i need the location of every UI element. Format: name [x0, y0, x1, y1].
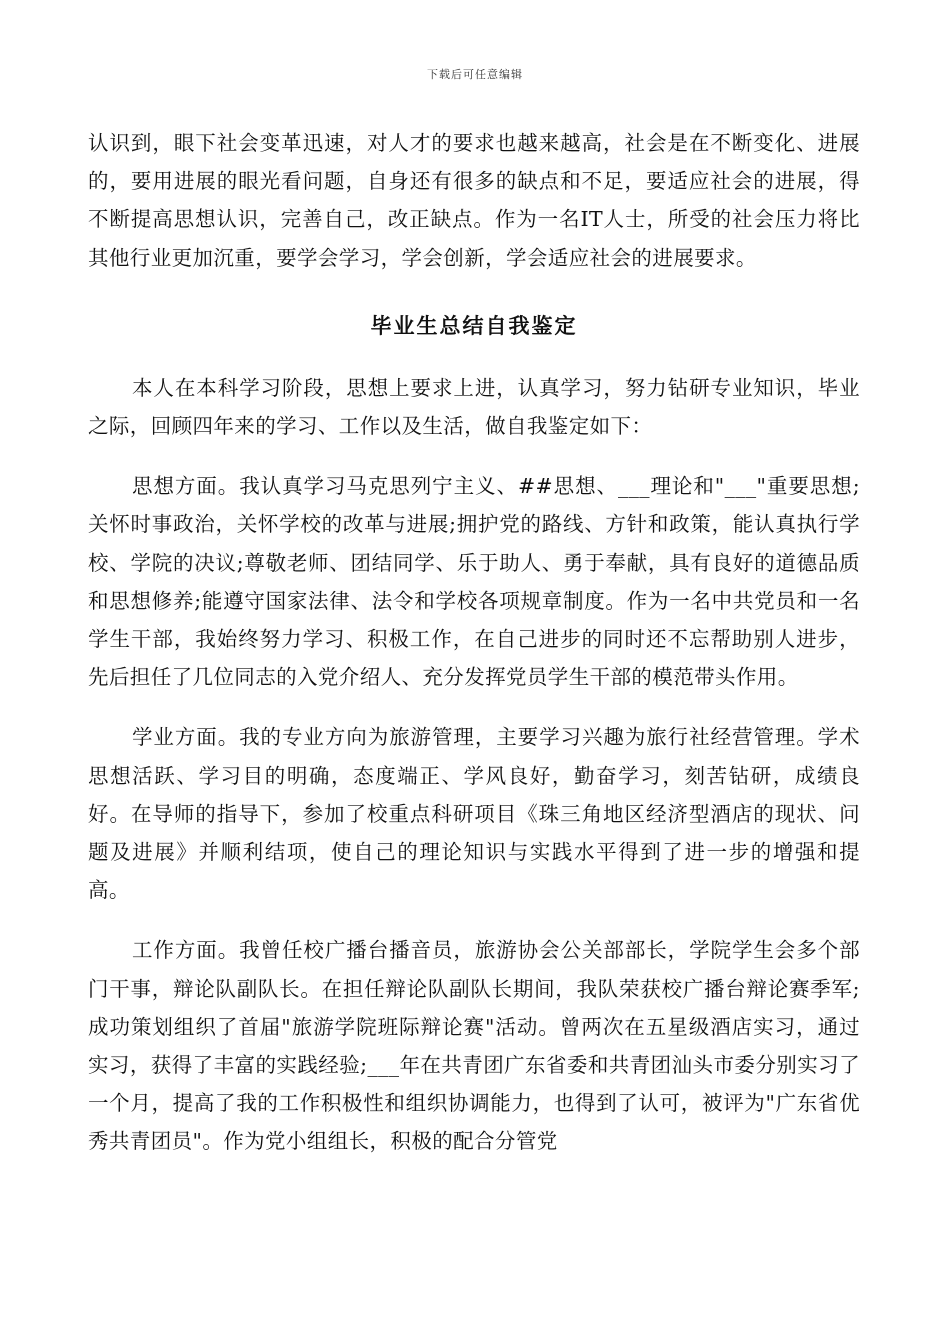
page-header: 下载后可任意编辑	[427, 68, 523, 81]
paragraph-academics: 学业方面。我的专业方向为旅游管理，主要学习兴趣为旅行社经营管理。学术思想活跃、学习目的明确，态度端正、学风良好，勤奋学习，刻苦钻研，成绩良好。在导师的指导下，参加了校重点科研项目《珠三角地区经济型酒店的现状、问题及进展》并顺利结项，使自己的理论知识与实践水平得到了进一步的增强和提高。	[88, 725, 860, 903]
paragraph-work: 工作方面。我曾任校广播台播音员，旅游协会公关部部长，学院学生会多个部门干事，辩论队副队长。在担任辩论队副队长期间，我队荣获校广播台辩论赛季军;成功策划组织了首届"旅游学院班际辩论赛"活动。曾两次在五星级酒店实习，通过实习，获得了丰富的实践经验;___年在共青团广东省委和共青团汕头市委分别实习了一个月，提高了我的工作积极性和组织协调能力，也得到了认可，被评为"广东省优秀共青团员"。作为党小组组长，积极的配合分管党	[88, 938, 860, 1154]
intro-paragraph: 认识到，眼下社会变革迅速，对人才的要求也越来越高，社会是在不断变化、进展的，要用进展的眼光看问题，自身还有很多的缺点和不足，要适应社会的进展，得不断提高思想认识，完善自己，改正缺点。作为一名IT人士，所受的社会压力将比其他行业更加沉重，要学会学习，学会创新，学会适应社会的进展要求。	[88, 131, 860, 270]
paragraph-self-assessment-intro: 本人在本科学习阶段，思想上要求上进，认真学习，努力钻研专业知识，毕业之际，回顾四年来的学习、工作以及生活，做自我鉴定如下：	[88, 375, 860, 439]
document-title: 毕业生总结自我鉴定	[370, 312, 578, 338]
document-body	[88, 124, 860, 1161]
paragraph-ideology: 思想方面。我认真学习马克思列宁主义、##思想、___理论和"___"重要思想;关怀时事政治，关怀学校的改革与进展;拥护党的路线、方针和政策，能认真执行学校、学院的决议;尊敬老师、团结同学、乐于助人、勇于奉献，具有良好的道德品质和思想修养;能遵守国家法律、法令和学校各项规章制度。作为一名中共党员和一名学生干部，我始终努力学习、积极工作，在自己进步的同时还不忘帮助别人进步，先后担任了几位同志的入党介绍人、充分发挥党员学生干部的模范带头作用。	[88, 474, 860, 690]
